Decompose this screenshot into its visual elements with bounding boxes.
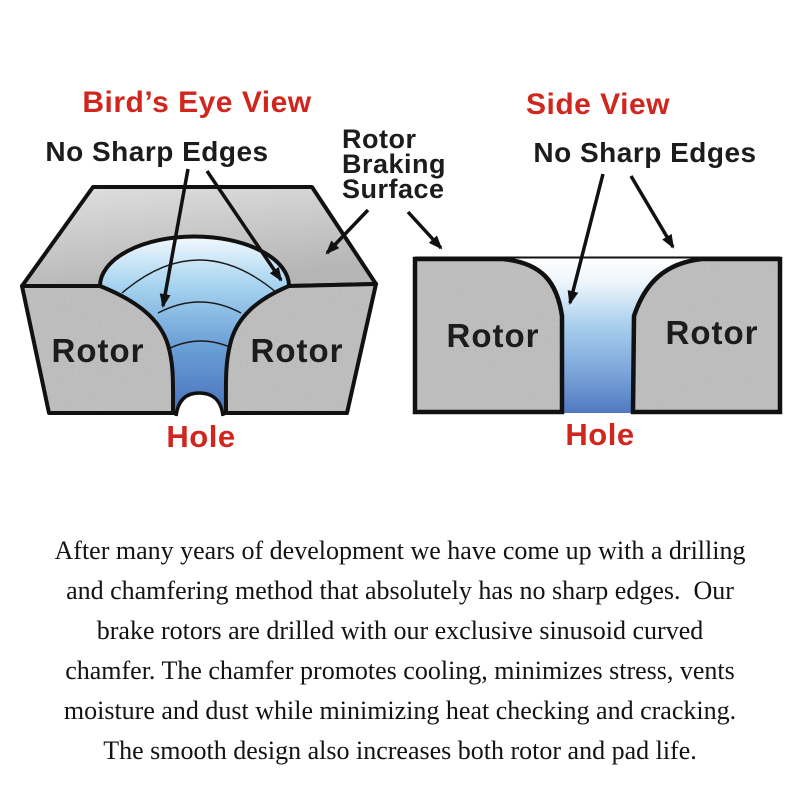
sideview-no-sharp-edges-label: No Sharp Edges [533,137,757,168]
sideview-rotor-label-right: Rotor [665,314,759,351]
paragraph-line: After many years of development we have come up with a drilling [54,536,746,565]
rotor-braking-surface-label: Rotor Braking Surface [342,124,447,204]
birdseye-rotor-label-left: Rotor [51,332,145,369]
paragraph-line: The smooth design also increases both rotor and pad life. [103,736,697,765]
arrow-no-sharp-edges-right-2 [631,176,673,247]
description-paragraph [0,531,800,771]
birdseye-rotor-label-right: Rotor [250,332,344,369]
paragraph-line: chamfer. The chamfer promotes cooling, minimizes stress, vents [65,656,735,685]
sideview-hole-label: Hole [565,417,635,452]
paragraph-line: moisture and dust while minimizing heat checking and cracking. [63,696,737,725]
sideview-rotor-label-left: Rotor [446,317,540,354]
birdseye-title: Bird’s Eye View [82,86,312,119]
paragraph-line: brake rotors are drilled with our exclusive sinusoid curved [96,616,704,645]
arrow-braking-surface-right [408,212,441,248]
birdseye-hole-label: Hole [166,419,236,454]
paragraph-line: and chamfering method that absolutely has no sharp edges. Our [66,576,734,605]
sideview-title: Side View [525,88,671,121]
birdseye-no-sharp-edges-label: No Sharp Edges [45,136,269,167]
